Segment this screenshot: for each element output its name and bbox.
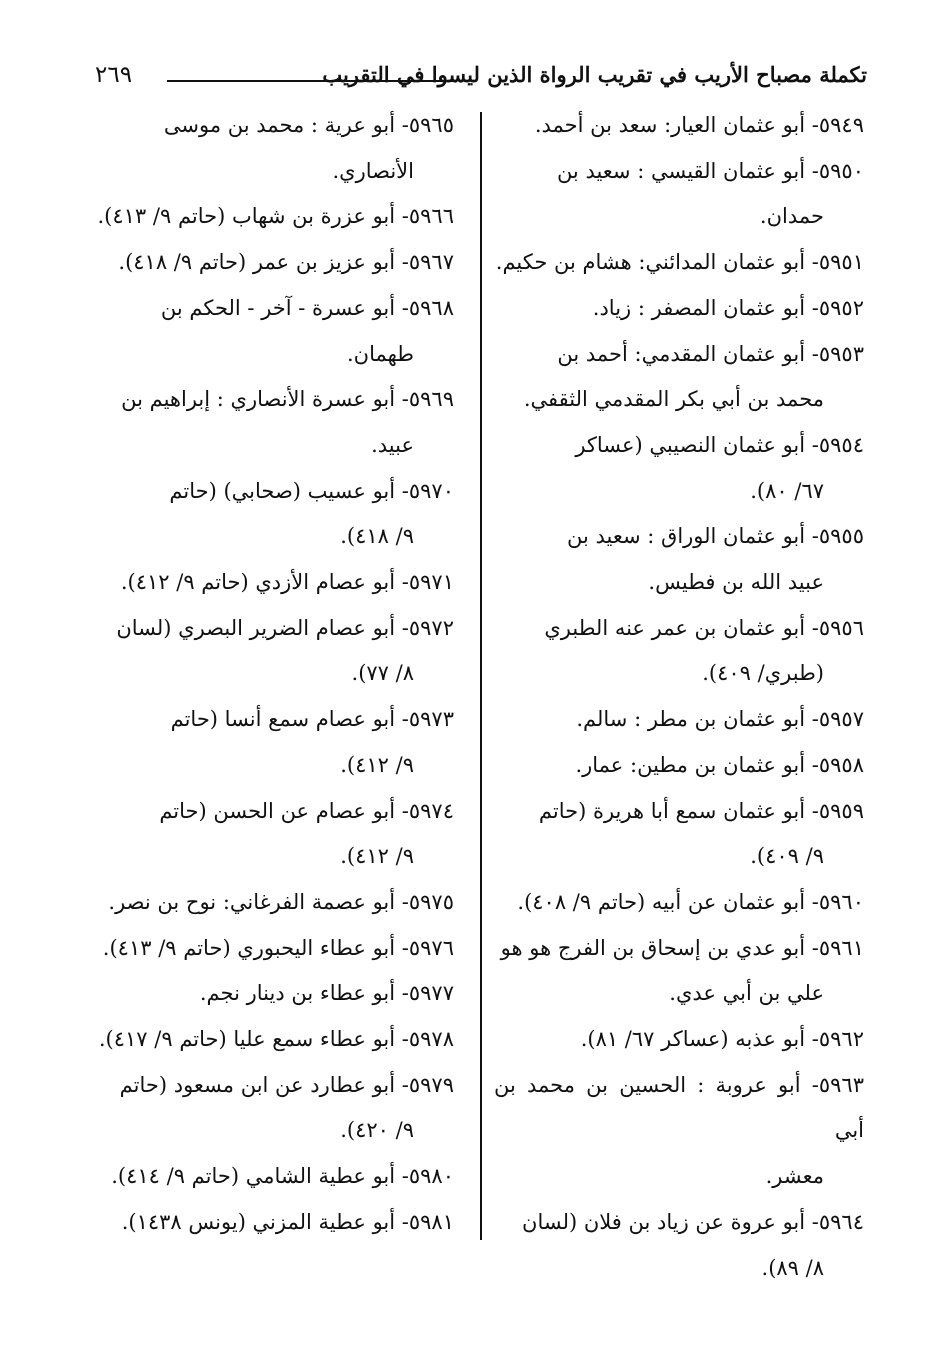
entry-text: ٥٩٥٥- أبو عثمان الوراق : سعيد بن <box>567 524 864 549</box>
entry-text: ٥٩٧٥- أبو عصمة الفرغاني: نوح بن نصر. <box>108 889 454 914</box>
entry-text: ٥٩٦٢- أبو عذبه (عساكر ٦٧/ ٨١). <box>580 1027 864 1052</box>
page-number: ٢٦٩ <box>95 62 133 88</box>
entry-text: ٥٩٧٩- أبو عطارد عن ابن مسعود (حاتم <box>119 1072 454 1097</box>
entry <box>90 1063 454 1154</box>
entry-continuation: معشر. <box>765 1164 824 1189</box>
entry-continuation: علي بن أبي عدي. <box>669 981 824 1006</box>
entry-continuation: ٩/ ٤١٨). <box>340 524 414 549</box>
entry <box>90 377 454 468</box>
entry-text: ٥٩٥٢- أبو عثمان المصفر : زياد. <box>592 295 864 320</box>
entry-text: ٥٩٥١- أبو عثمان المدائني: هشام بن حكيم. <box>495 250 864 275</box>
entry-text: ٥٩٥٠- أبو عثمان القيسي : سعيد بن <box>556 158 864 183</box>
entry <box>494 880 864 926</box>
header-rule <box>167 80 455 82</box>
entry-continuation: محمد بن أبي بكر المقدمي الثقفي. <box>523 387 824 412</box>
entry <box>494 926 864 1017</box>
entry <box>90 286 454 377</box>
entry-text: ٥٩٧٤- أبو عصام عن الحسن (حاتم <box>159 798 454 823</box>
entry <box>90 1154 454 1200</box>
entry-continuation: ٨/ ٨٩). <box>761 1255 824 1280</box>
entry-text: ٥٩٦٠- أبو عثمان عن أبيه (حاتم ٩/ ٤٠٨). <box>517 889 864 914</box>
entry-text: ٥٩٥٤- أبو عثمان النصيبي (عساكر <box>575 432 864 457</box>
entry-text: ٥٩٧٠- أبو عسيب (صحابي) (حاتم <box>169 478 454 503</box>
entry <box>90 560 454 606</box>
entry-text: ٥٩٦٧- أبو عزيز بن عمر (حاتم ٩/ ٤١٨). <box>118 250 454 275</box>
running-title: تكملة مصباح الأريب في تقريب الرواة الذين ليسوا في التقريب <box>322 62 867 87</box>
entry-text: ٥٩٧٦- أبو عطاء اليحبوري (حاتم ٩/ ٤١٣). <box>102 935 454 960</box>
entry-continuation: عبيد. <box>371 432 414 457</box>
entry <box>494 286 864 332</box>
entry <box>494 1200 864 1291</box>
column-divider <box>480 112 482 1240</box>
entry-text: ٥٩٨٠- أبو عطية الشامي (حاتم ٩/ ٤١٤). <box>111 1164 454 1189</box>
entry <box>90 789 454 880</box>
entry-text: ٥٩٥٨- أبو عثمان بن مطين: عمار. <box>575 752 864 777</box>
entry <box>90 103 454 194</box>
entry <box>494 743 864 789</box>
entry-text: ٥٩٧٨- أبو عطاء سمع عليا (حاتم ٩/ ٤١٧). <box>98 1027 454 1052</box>
entry-continuation: عبيد الله بن فطيس. <box>648 570 824 595</box>
entry-continuation: ٩/ ٤٢٠). <box>340 1118 414 1143</box>
entry <box>494 149 864 240</box>
entry-text: ٥٩٧١- أبو عصام الأزدي (حاتم ٩/ ٤١٢). <box>120 570 454 595</box>
entry-text: ٥٩٥٦- أبو عثمان بن عمر عنه الطبري <box>544 615 864 640</box>
right-column <box>494 103 864 1291</box>
entry <box>494 1017 864 1063</box>
entry-continuation: ٨/ ٧٧). <box>351 661 414 686</box>
left-column <box>90 103 454 1246</box>
entry-continuation: حمدان. <box>759 204 824 229</box>
entry <box>494 423 864 514</box>
entry-text: ٥٩٦٦- أبو عزرة بن شهاب (حاتم ٩/ ٤١٣). <box>97 204 454 229</box>
entry-text: ٥٩٥٩- أبو عثمان سمع أبا هريرة (حاتم <box>538 798 864 823</box>
entry-text: ٥٩٦٨- أبو عسرة - آخر - الحكم بن <box>160 295 454 320</box>
entry-continuation: ٩/ ٤١٢). <box>340 844 414 869</box>
entry <box>90 926 454 972</box>
entry <box>494 697 864 743</box>
entry-continuation: الأنصاري. <box>332 158 414 183</box>
entry-text: ٥٩٦٤- أبو عروة عن زياد بن فلان (لسان <box>522 1209 864 1234</box>
entry <box>494 103 864 149</box>
entry-text: ٥٩٦٣- أبو عروبة : الحسين بن محمد بن أبي <box>494 1072 864 1143</box>
entry-text: ٥٩٦١- أبو عدي بن إسحاق بن الفرج هو هو <box>500 935 864 960</box>
entry <box>494 1063 864 1200</box>
entry-continuation: طهمان. <box>346 341 414 366</box>
entry <box>494 514 864 605</box>
entry-text: ٥٩٧٢- أبو عصام الضرير البصري (لسان <box>116 615 454 640</box>
entry <box>90 469 454 560</box>
entry <box>90 194 454 240</box>
entry-continuation: (طبري/ ٤٠٩). <box>702 661 824 686</box>
entry <box>494 240 864 286</box>
entry-text: ٥٩٥٧- أبو عثمان بن مطر : سالم. <box>576 707 864 732</box>
entry <box>494 606 864 697</box>
entry <box>90 606 454 697</box>
entry <box>90 971 454 1017</box>
entry <box>494 332 864 423</box>
entry-text: ٥٩٦٥- أبو عرية : محمد بن موسى <box>163 113 454 137</box>
entry <box>90 1017 454 1063</box>
entry-continuation: ٩/ ٤٠٩). <box>750 844 824 869</box>
entry-text: ٥٩٧٧- أبو عطاء بن دينار نجم. <box>199 981 454 1006</box>
entry <box>90 240 454 286</box>
entry-text: ٥٩٧٣- أبو عصام سمع أنسا (حاتم <box>170 707 454 732</box>
entry <box>90 880 454 926</box>
entry-text: ٥٩٦٩- أبو عسرة الأنصاري : إبراهيم بن <box>121 387 454 412</box>
entry-text: ٥٩٤٩- أبو عثمان العيار: سعد بن أحمد. <box>534 113 864 137</box>
entry-continuation: ٩/ ٤١٢). <box>340 752 414 777</box>
entry <box>90 697 454 788</box>
entry-text: ٥٩٥٣- أبو عثمان المقدمي: أحمد بن <box>557 341 864 366</box>
entry-text: ٥٩٨١- أبو عطية المزني (يونس ١٤٣٨). <box>121 1209 454 1234</box>
entry <box>90 1200 454 1246</box>
entry-continuation: ٦٧/ ٨٠). <box>750 478 824 503</box>
running-header <box>95 58 867 98</box>
entry <box>494 789 864 880</box>
